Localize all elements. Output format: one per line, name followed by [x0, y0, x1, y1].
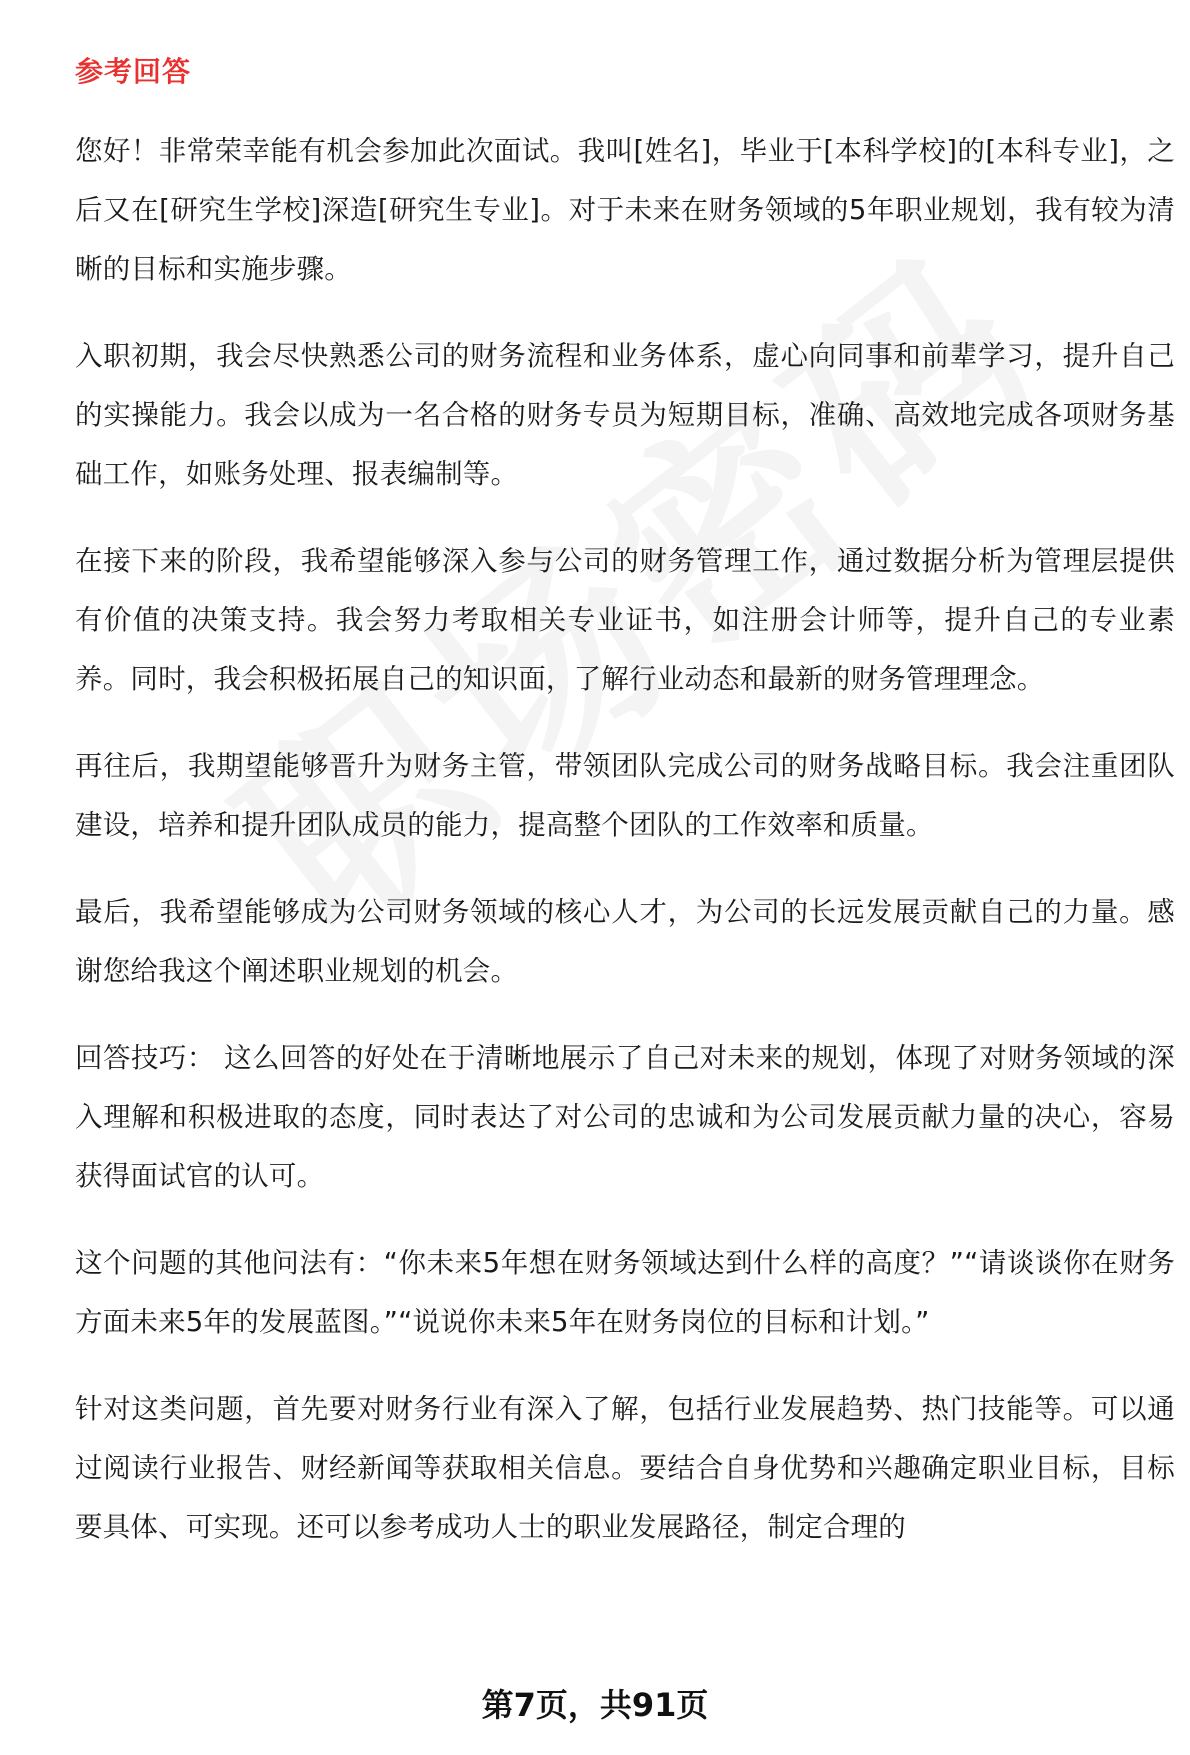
paragraph-alternative-questions: 这个问题的其他问法有：“你未来5年想在财务领域达到什么样的高度？”“请谈谈你在财务方面未来5年的发展蓝图。”“说说你未来5年在财务岗位的目标和计划。” — [75, 1247, 1175, 1338]
section-heading: 参考回答 — [75, 55, 192, 88]
paragraph-early-stage: 入职初期，我会尽快熟悉公司的财务流程和业务体系，虚心向同事和前辈学习，提升自己的实操能力。我会以成为一名合格的财务专员为短期目标，准确、高效地完成各项财务基础工作，如账务处理、报表编制等。 — [75, 340, 1175, 490]
paragraph-answer-tips: 回答技巧： 这么回答的好处在于清晰地展示了自己对未来的规划，体现了对财务领域的深入理解和积极进取的态度，同时表达了对公司的忠诚和为公司发展贡献力量的决心，容易获得面试官的认可。 — [75, 1042, 1175, 1192]
paragraph-preparation-advice: 针对这类问题，首先要对财务行业有深入了解，包括行业发展趋势、热门技能等。可以通过阅读行业报告、财经新闻等获取相关信息。要结合自身优势和兴趣确定职业目标，目标要具体、可实现。还可以参考成功人士的职业发展路径，制定合理的 — [75, 1393, 1175, 1543]
paragraph-closing: 最后，我希望能够成为公司财务领域的核心人才，为公司的长远发展贡献自己的力量。感谢您给我这个阐述职业规划的机会。 — [75, 896, 1175, 987]
paragraph-next-stage: 在接下来的阶段，我希望能够深入参与公司的财务管理工作，通过数据分析为管理层提供有价值的决策支持。我会努力考取相关专业证书，如注册会计师等，提升自己的专业素养。同时，我会积极拓展自己的知识面，了解行业动态和最新的财务管理理念。 — [75, 545, 1175, 695]
paragraph-later-stage: 再往后，我期望能够晋升为财务主管，带领团队完成公司的财务战略目标。我会注重团队建设，培养和提升团队成员的能力，提高整个团队的工作效率和质量。 — [75, 750, 1175, 841]
answer-body — [75, 122, 1175, 1585]
page-number: 第7页，共91页 — [481, 1686, 709, 1724]
paragraph-intro: 您好！非常荣幸能有机会参加此次面试。我叫[姓名]，毕业于[本科学校]的[本科专业]，之后又在[研究生学校]深造[研究生专业]。对于未来在财务领域的5年职业规划，我有较为清晰的目标和实施步骤。 — [75, 135, 1175, 285]
